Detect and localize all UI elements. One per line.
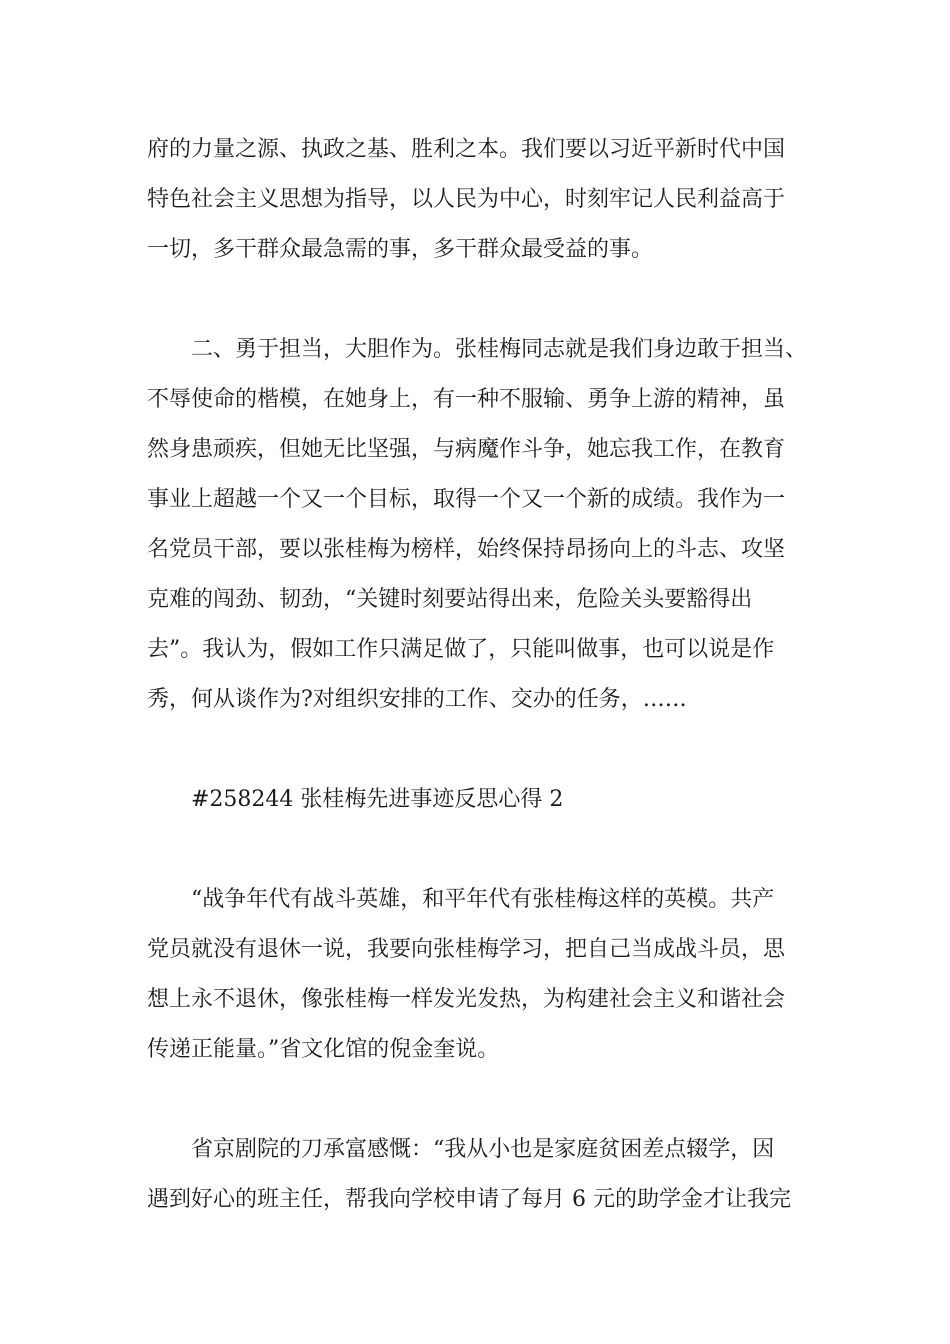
text-line: 名党员干部，要以张桂梅为榜样，始终保持昂扬向上的斗志、攻坚 [147, 537, 786, 562]
text-line: 一切，多干群众最急需的事，多干群众最受益的事。 [147, 237, 654, 262]
text-line: 秀，何从谈作为?对组织安排的工作、交办的任务，…… [147, 687, 687, 712]
text-line: “战争年代有战斗英雄，和平年代有张桂梅这样的英模。共产 [147, 887, 775, 912]
text-line: 党员就没有退休一说，我要向张桂梅学习，把自己当成战斗员，思 [147, 937, 786, 962]
text-line: 传递正能量。”省文化馆的倪金奎说。 [147, 1037, 500, 1062]
text-line: 二、勇于担当，大胆作为。张桂梅同志就是我们身边敢于担当、 [147, 337, 808, 362]
text-line: 特色社会主义思想为指导，以人民为中心，时刻牢记人民利益高于 [147, 187, 786, 212]
text-line: 克难的闯劲、韧劲，“关键时刻要站得出来，危险关头要豁得出 [147, 587, 753, 612]
text-line: 想上永不退休，像张桂梅一样发光发热，为构建社会主义和谐社会 [147, 987, 786, 1012]
text-line: 不辱使命的楷模，在她身上，有一种不服输、勇争上游的精神，虽 [147, 387, 786, 412]
text-line: 府的力量之源、执政之基、胜利之本。我们要以习近平新时代中国 [147, 137, 786, 162]
text-line: 事业上超越一个又一个目标，取得一个又一个新的成绩。我作为一 [147, 487, 786, 512]
text-line: 省京剧院的刀承富感慨：“我从小也是家庭贫困差点辍学，因 [147, 1137, 775, 1162]
text-line: 然身患顽疾，但她无比坚强，与病魔作斗争，她忘我工作，在教育 [147, 437, 786, 462]
section-heading: #258244 张桂梅先进事迹反思心得 2 [147, 787, 564, 812]
text-line: 遇到好心的班主任，帮我向学校申请了每月 6 元的助学金才让我完 [147, 1187, 791, 1212]
text-line: 去”。我认为，假如工作只满足做了，只能叫做事，也可以说是作 [147, 637, 775, 662]
